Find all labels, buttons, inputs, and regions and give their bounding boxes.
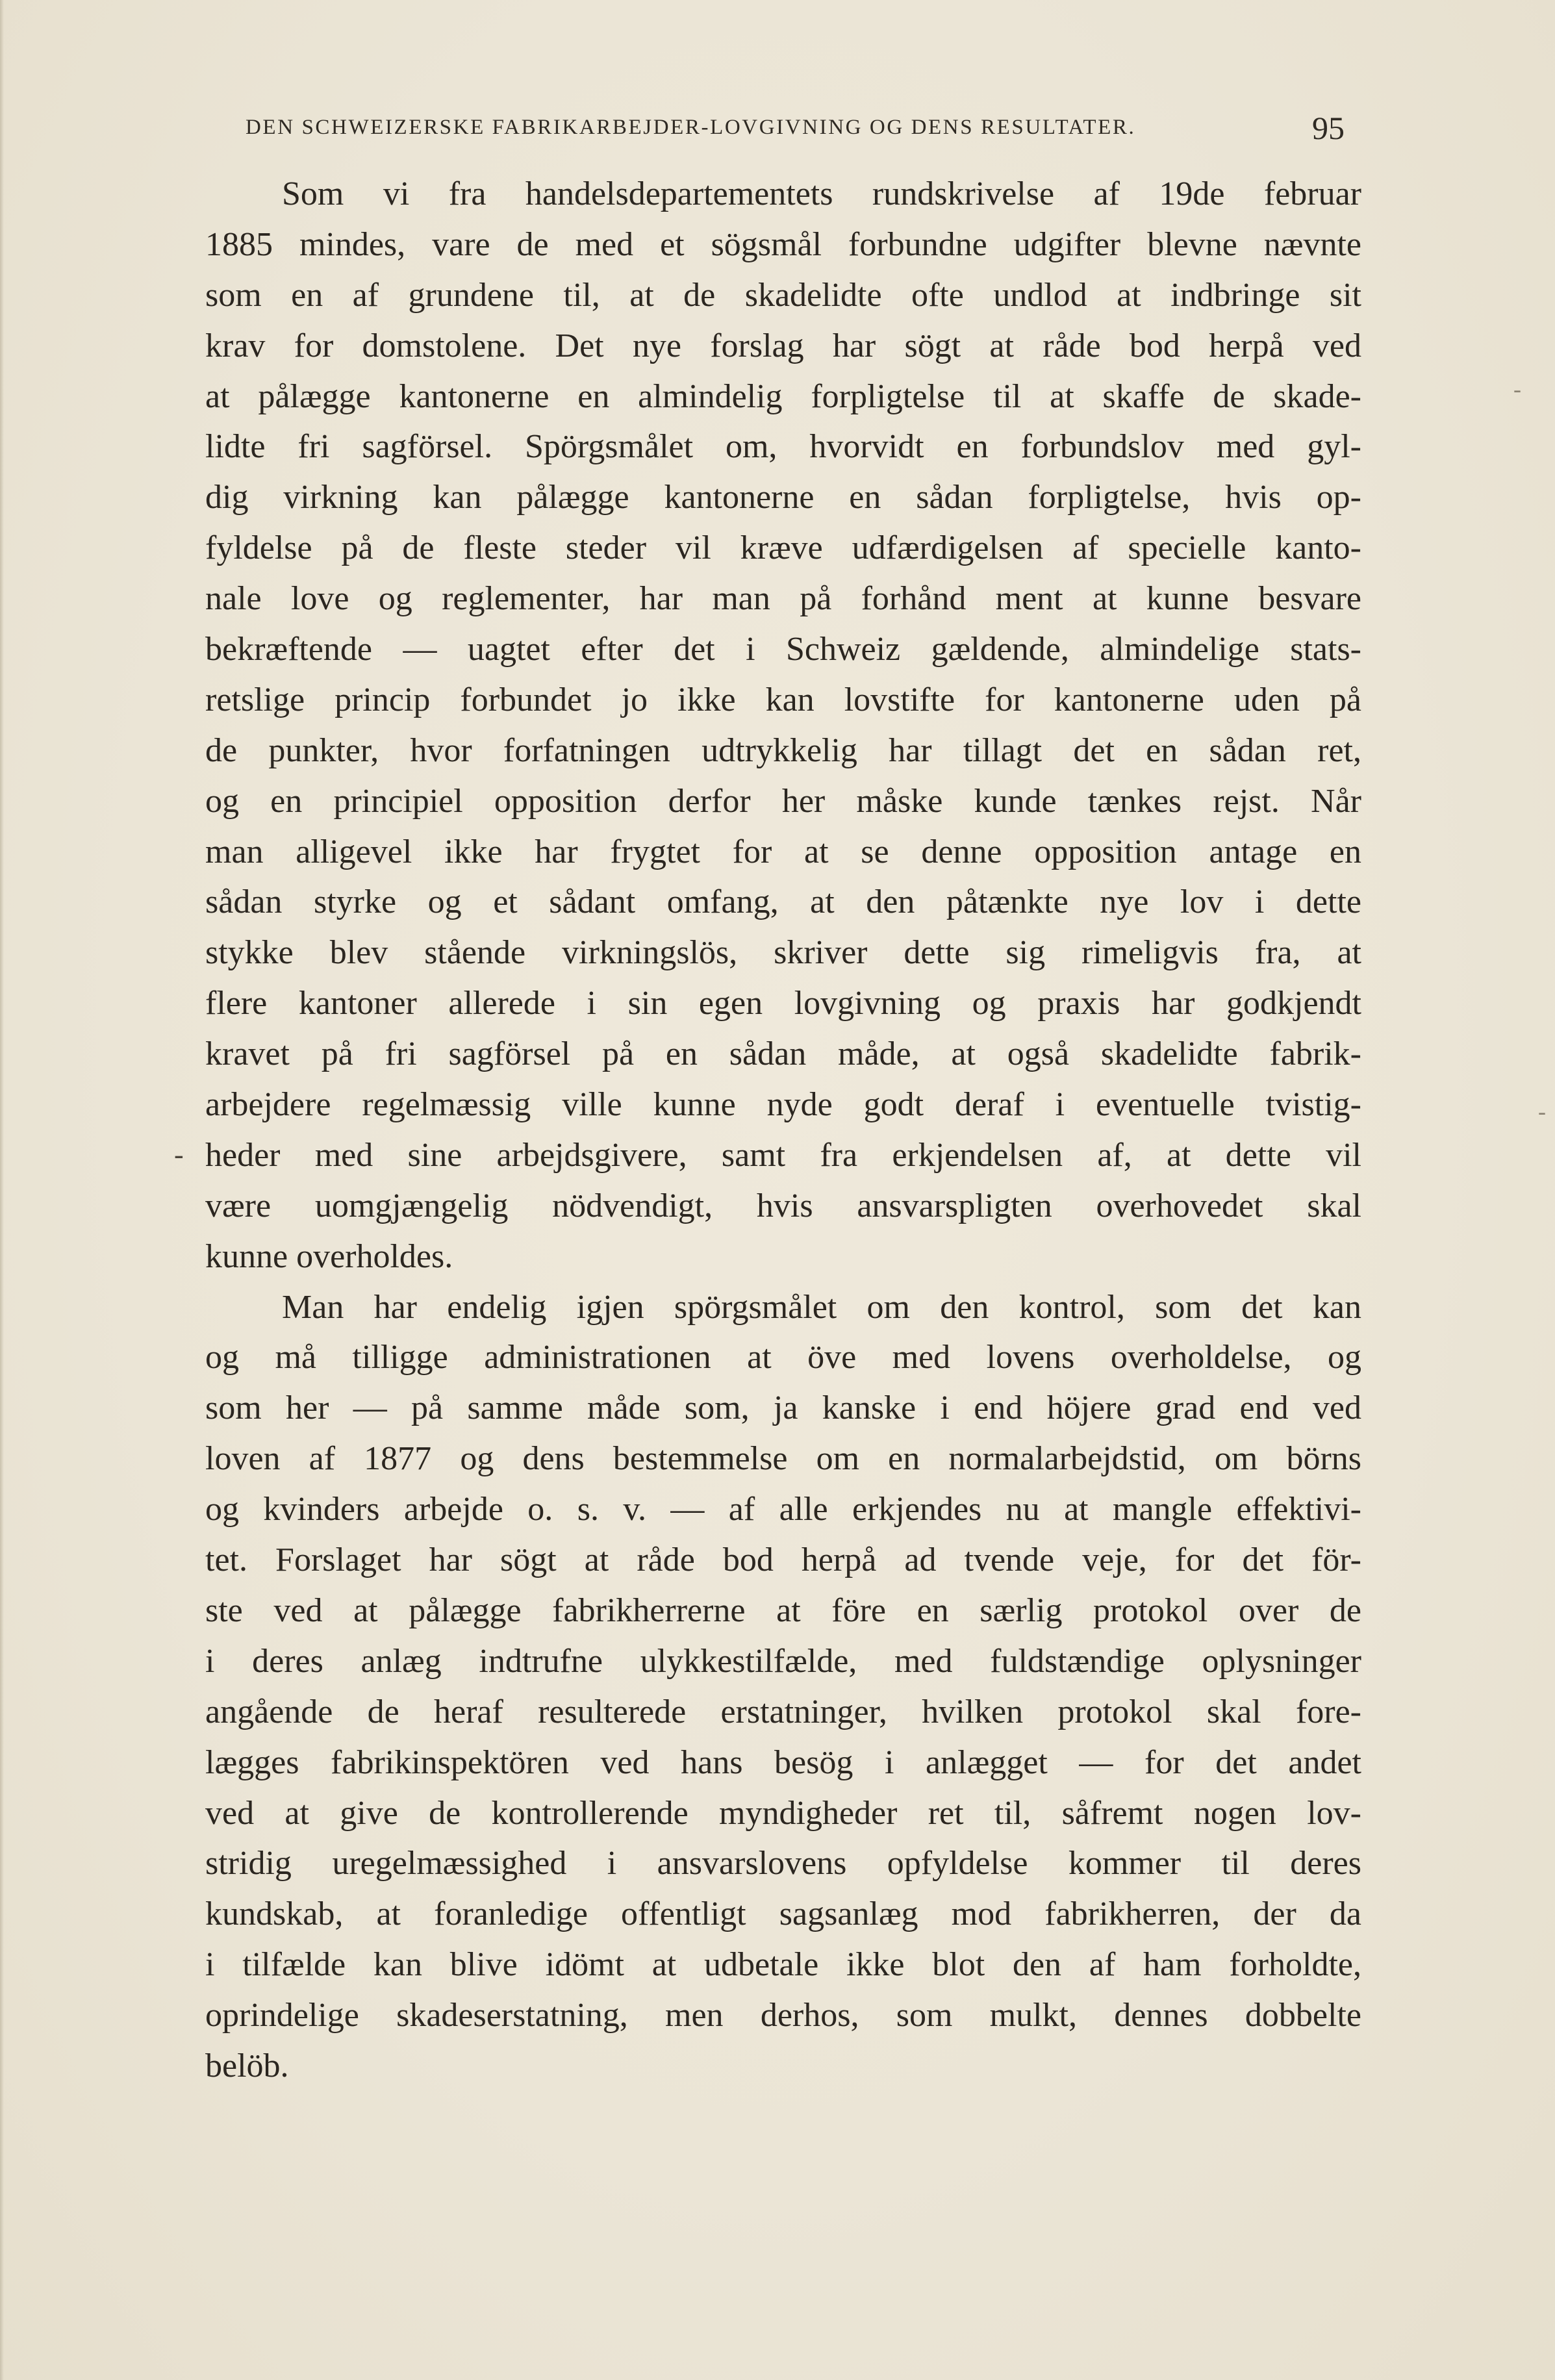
text-line: være uomgjængelig nödvendigt, hvis ansvarspligten overhovedet skal xyxy=(205,1187,1361,1224)
text-line: som her — på samme måde som, ja kanske i end höjere grad end ved xyxy=(205,1389,1361,1427)
text-line: krav for domstolene. Det nye forslag har sögt at råde bod herpå ved xyxy=(205,327,1361,364)
text-line: retslige princip forbundet jo ikke kan lovstifte for kantonerne uden på xyxy=(205,681,1361,718)
running-title: DEN SCHWEIZERSKE FABRIKARBEJDER-LOVGIVNING OG DENS RESULTATER. xyxy=(246,116,1136,139)
text-line: kundskab, at foranledige offentligt sagsanlæg mod fabrikherren, der da xyxy=(205,1895,1361,1933)
text-line: nale love og reglementer, har man på forhånd ment at kunne besvare xyxy=(205,580,1361,618)
text-line: flere kantoner allerede i sin egen lovgivning og praxis har godkjendt xyxy=(205,985,1361,1022)
text-line: man alligevel ikke har frygtet for at se denne opposition antage en xyxy=(205,833,1361,870)
text-line: i tilfælde kan blive idömt at udbetale ikke blot den af ham forholdte, xyxy=(205,1946,1361,1984)
text-line: bekræftende — uagtet efter det i Schweiz gældende, almindelige stats- xyxy=(205,631,1361,668)
text-line: og må tilligge administrationen at öve med lovens overholdelse, og xyxy=(205,1339,1361,1376)
text-line: at pålægge kantonerne en almindelig forpligtelse til at skaffe de skade- xyxy=(205,377,1361,415)
text-line: loven af 1877 og dens bestemmelse om en normalarbejdstid, om börns xyxy=(205,1440,1361,1478)
page-edge-shadow xyxy=(0,0,4,2380)
margin-mark: - xyxy=(1513,376,1521,402)
text-line: fyldelse på de fleste steder vil kræve udfærdigelsen af specielle kanto- xyxy=(205,529,1361,567)
paragraph-1 xyxy=(205,169,1361,1282)
text-line: angående de heraf resulterede erstatninger, hvilken protokol skal fore- xyxy=(205,1693,1361,1730)
paragraph-2 xyxy=(205,1282,1361,2092)
text-line: stridig uregelmæssighed i ansvarslovens opfyldelse kommer til deres xyxy=(205,1845,1361,1882)
text-line: arbejdere regelmæssig ville kunne nyde godt deraf i eventuelle tvistig- xyxy=(205,1086,1361,1124)
text-line: og en principiel opposition derfor her måske kunde tænkes rejst. Når xyxy=(205,782,1361,820)
text-line: belöb. xyxy=(205,2047,289,2084)
text-line: kravet på fri sagförsel på en sådan måde, at også skadelidte fabrik- xyxy=(205,1035,1361,1073)
text-line: lidte fri sagförsel. Spörgsmålet om, hvorvidt en forbundslov med gyl- xyxy=(205,428,1361,466)
text-line: oprindelige skadeserstatning, men derhos, som mulkt, dennes dobbelte xyxy=(205,1997,1361,2034)
body-text xyxy=(205,169,1361,2092)
text-line: lægges fabrikinspektören ved hans besög i anlægget — for det andet xyxy=(205,1743,1361,1781)
text-line: 1885 mindes, vare de med et sögsmål forbundne udgifter blevne nævnte xyxy=(205,225,1361,263)
text-line: og kvinders arbejde o. s. v. — af alle erkjendes nu at mangle effektivi- xyxy=(205,1491,1361,1528)
text-line: stykke blev stående virkningslös, skriver dette sig rimeligvis fra, at xyxy=(205,934,1361,972)
text-line: dig virkning kan pålægge kantonerne en sådan forpligtelse, hvis op- xyxy=(205,479,1361,516)
text-line: de punkter, hvor forfatningen udtrykkelig har tillagt det en sådan ret, xyxy=(205,731,1361,769)
page-number: 95 xyxy=(1312,110,1345,146)
text-line: sådan styrke og et sådant omfang, at den påtænkte nye lov i dette xyxy=(205,883,1361,921)
text-line: som en af grundene til, at de skadelidte ofte undlod at indbringe sit xyxy=(205,276,1361,314)
running-head xyxy=(246,109,1345,148)
text-line: ved at give de kontrollerende myndigheder ret til, såfremt nogen lov- xyxy=(205,1794,1361,1832)
text-line: tet. Forslaget har sögt at råde bod herpå ad tvende veje, for det för- xyxy=(205,1541,1361,1579)
text-line: Som vi fra handelsdepartementets rundskrivelse af 19de februar xyxy=(282,175,1361,212)
margin-mark: - xyxy=(174,1139,184,1171)
margin-mark: - xyxy=(1538,1098,1546,1124)
text-line: i deres anlæg indtrufne ulykkestilfælde, med fuldstændige oplysninger xyxy=(205,1642,1361,1680)
text-line: kunne overholdes. xyxy=(205,1237,453,1275)
text-line: heder med sine arbejdsgivere, samt fra erkjendelsen af, at dette vil xyxy=(205,1136,1361,1174)
text-line: Man har endelig igjen spörgsmålet om den kontrol, som det kan xyxy=(282,1288,1361,1326)
text-line: ste ved at pålægge fabrikherrerne at före en særlig protokol over de xyxy=(205,1591,1361,1629)
